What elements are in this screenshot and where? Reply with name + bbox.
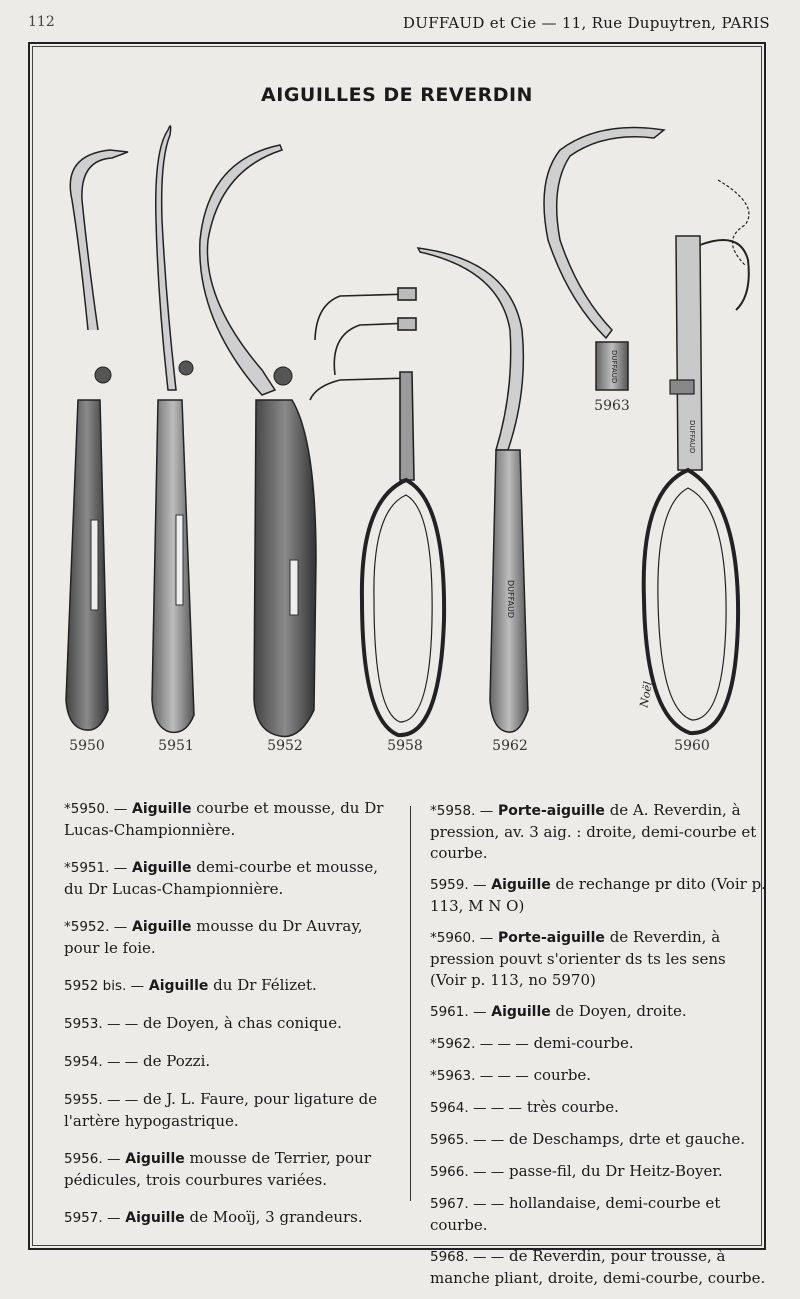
page-number: 112: [28, 14, 55, 30]
list-item: 5952 bis. — Aiguille du Dr Félizet.: [64, 976, 317, 994]
figure-label-5962: 5962: [492, 738, 528, 754]
needle-holder-5960-illustration: [644, 180, 749, 733]
list-item: 5965. — — de Deschamps, drte et gauche.: [430, 1130, 745, 1148]
list-item: 5961. — Aiguille de Doyen, droite.: [430, 1002, 687, 1020]
list-item: 5964. — — — très courbe.: [430, 1098, 619, 1116]
figure-label-5952: 5952: [267, 738, 303, 754]
list-item: 5968. — — de Reverdin, pour trousse, à manche pliant, droite, demi-courbe, courbe.: [430, 1247, 766, 1287]
list-item: 5957. — Aiguille de Mooïj, 3 grandeurs.: [64, 1208, 363, 1226]
list-item: 5955. — — de J. L. Faure, pour ligature de l'artère hypogastrique.: [64, 1090, 378, 1130]
svg-text:DUFFAUD: DUFFAUD: [506, 580, 515, 618]
needle-holder-5958-illustration: [310, 288, 444, 735]
needle-5962-illustration: [418, 248, 528, 732]
list-item: 5967. — — hollandaise, demi-courbe et courbe.: [430, 1194, 721, 1234]
column-divider: [410, 806, 411, 1201]
list-item: *5960. — Porte-aiguille de Reverdin, à pression pouvt s'orienter ds ts les sens (Voir p. 113, no 5970): [430, 928, 726, 989]
needle-5950-illustration: [66, 150, 128, 730]
figure-label-5963: 5963: [594, 398, 630, 414]
page-title: AIGUILLES DE REVERDIN: [261, 84, 533, 106]
figure-label-5958: 5958: [387, 738, 423, 754]
list-item: 5956. — Aiguille mousse de Terrier, pour pédicules, trois courbures variées.: [64, 1149, 371, 1189]
needle-5951-illustration: [152, 126, 194, 732]
list-item: *5962. — — — demi-courbe.: [430, 1034, 634, 1052]
list-item: 5966. — — passe-fil, du Dr Heitz-Boyer.: [430, 1162, 723, 1180]
publisher-line: DUFFAUD et Cie — 11, Rue Dupuytren, PARIS: [402, 14, 770, 32]
list-item: 5954. — — de Pozzi.: [64, 1052, 211, 1070]
entries-left-column: [64, 798, 394, 1245]
list-item: *5951. — Aiguille demi-courbe et mousse, du Dr Lucas-Championnière.: [64, 858, 378, 898]
figure-label-5951: 5951: [158, 738, 194, 754]
list-item: *5952. — Aiguille mousse du Dr Auvray, pour le foie.: [64, 917, 363, 957]
figure-label-5950: 5950: [69, 738, 105, 754]
needle-5963-illustration: [544, 128, 664, 391]
svg-text:DUFFAUD: DUFFAUD: [610, 350, 618, 384]
entries-right-column: [430, 800, 766, 1299]
list-item: 5959. — Aiguille de rechange pr dito (Voir p. 113, M N O): [430, 875, 766, 915]
list-item: *5958. — Porte-aiguille de A. Reverdin, à pression, av. 3 aig. : droite, demi-courbe et courbe.: [430, 801, 757, 862]
figure-label-5960: 5960: [674, 738, 710, 754]
list-item: *5950. — Aiguille courbe et mousse, du Dr Lucas-Championnière.: [64, 799, 384, 839]
svg-text:DUFFAUD: DUFFAUD: [688, 420, 696, 454]
engraver-signature: Noël: [637, 680, 655, 709]
needle-5952-illustration: [200, 145, 316, 736]
list-item: *5963. — — — courbe.: [430, 1066, 592, 1084]
list-item: 5953. — — de Doyen, à chas conique.: [64, 1014, 342, 1032]
